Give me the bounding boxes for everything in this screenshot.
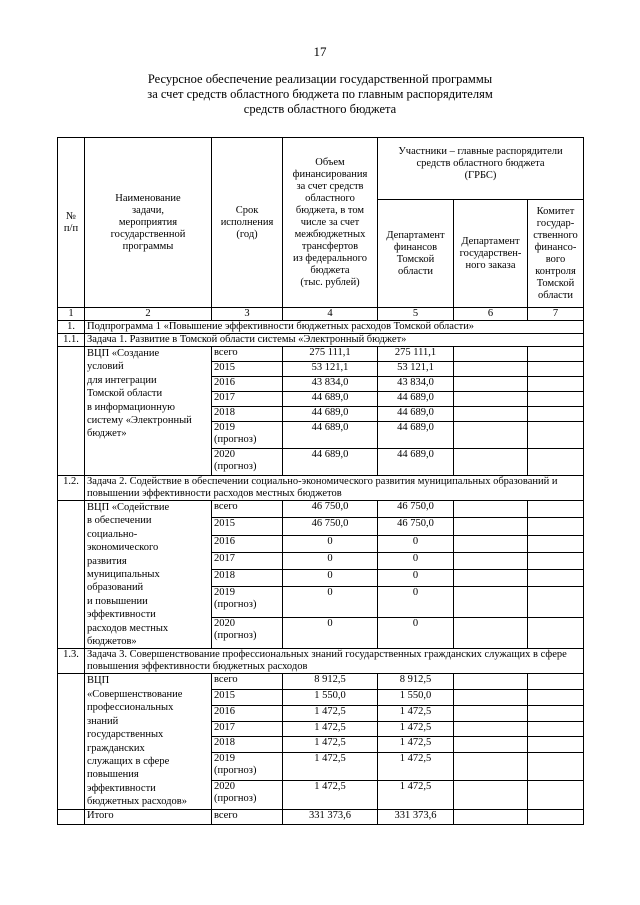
column-number: 1: [58, 308, 85, 321]
order-cell: [454, 501, 528, 518]
column-number: 5: [378, 308, 454, 321]
committee-cell: [528, 449, 584, 476]
term-cell: всего: [212, 347, 283, 362]
header-num: [58, 138, 85, 308]
order-cell: [454, 705, 528, 721]
committee-cell: [528, 690, 584, 706]
committee-cell: [528, 781, 584, 809]
volume-cell: 8 912,5: [283, 674, 378, 690]
total-row: [58, 809, 584, 824]
volume-cell: 1 472,5: [283, 721, 378, 737]
volume-cell: 1 472,5: [283, 737, 378, 753]
page-number: 17: [313, 44, 327, 59]
finance-cell: 0: [378, 587, 454, 618]
finance-cell: 44 689,0: [378, 449, 454, 476]
committee-cell: [528, 377, 584, 392]
committee-cell: [528, 501, 584, 518]
order-cell: [454, 422, 528, 449]
task-num: 1.1.: [58, 334, 85, 347]
committee-cell: [528, 674, 584, 690]
term-cell: 2020 (прогноз): [212, 618, 283, 649]
term-cell: 2020 (прогноз): [212, 449, 283, 476]
column-number: 3: [212, 308, 283, 321]
header-dept-finance-text: Департамент финансов Томской области: [386, 229, 445, 277]
order-cell: [454, 721, 528, 737]
total-volume: 331 373,6: [283, 809, 378, 824]
term-cell: 2019 (прогноз): [212, 587, 283, 618]
order-cell: [454, 587, 528, 618]
committee-cell: [528, 587, 584, 618]
volume-cell: 0: [283, 570, 378, 587]
order-cell: [454, 690, 528, 706]
header-dept-order: [454, 200, 528, 308]
task-text: Задача 3. Совершенствование профессиональных знаний государственных гражданских служащих в сфере повышения эффективности бюджетных расходов: [85, 649, 584, 674]
committee-cell: [528, 618, 584, 649]
table-row: [58, 501, 584, 518]
document-title: [120, 72, 520, 117]
resource-table: [57, 137, 584, 825]
order-cell: [454, 518, 528, 535]
program-name: ВЦП «Содействие в обеспечении социально- экономического развития муниципальных образований и повышении эффективности расходов местных бюджетов»: [85, 501, 212, 649]
committee-cell: [528, 422, 584, 449]
term-cell: 2017: [212, 552, 283, 569]
header-dept-finance: [378, 200, 454, 308]
finance-cell: 0: [378, 618, 454, 649]
finance-cell: 1 472,5: [378, 781, 454, 809]
order-cell: [454, 449, 528, 476]
term-cell: 2017: [212, 392, 283, 407]
header-participants: [378, 138, 584, 200]
order-cell: [454, 737, 528, 753]
order-cell: [454, 781, 528, 809]
finance-cell: 44 689,0: [378, 422, 454, 449]
column-number: 2: [85, 308, 212, 321]
order-cell: [454, 362, 528, 377]
column-number: 4: [283, 308, 378, 321]
task-num: 1.2.: [58, 476, 85, 501]
term-cell: 2016: [212, 535, 283, 552]
total-term: всего: [212, 809, 283, 824]
term-cell: 2016: [212, 705, 283, 721]
empty-num-cell: [58, 674, 85, 809]
total-finance: 331 373,6: [378, 809, 454, 824]
committee-cell: [528, 407, 584, 422]
task-row: [58, 476, 584, 501]
committee-cell: [528, 347, 584, 362]
task-text: Задача 2. Содействие в обеспечении социально-экономического развития муниципальных образований и повышении эффективности расходов местных бюджетов: [85, 476, 584, 501]
term-cell: 2017: [212, 721, 283, 737]
volume-cell: 46 750,0: [283, 501, 378, 518]
header-volume-text: Объем финансирования за счет средств областного бюджета, в том числе за счет межбюджетных трансфертов из федерального бюджета (тыс. рублей): [292, 156, 368, 288]
title-line: средств областного бюджета: [243, 102, 397, 116]
order-cell: [454, 407, 528, 422]
committee-cell: [528, 535, 584, 552]
volume-cell: 1 472,5: [283, 705, 378, 721]
table-row: [58, 674, 584, 690]
finance-cell: 0: [378, 535, 454, 552]
header-name-text: Наименование задачи, мероприятия государственной программы: [110, 192, 186, 252]
volume-cell: 44 689,0: [283, 449, 378, 476]
finance-cell: 44 689,0: [378, 407, 454, 422]
task-num: 1.3.: [58, 649, 85, 674]
empty-num-cell: [58, 809, 85, 824]
order-cell: [454, 377, 528, 392]
header-num-text: № п/п: [63, 210, 79, 234]
header-participants-text: Участники – главные распорядители средств областного бюджета (ГРБС): [398, 146, 563, 181]
volume-cell: 44 689,0: [283, 422, 378, 449]
finance-cell: 43 834,0: [378, 377, 454, 392]
program-name: ВЦП «Создание условий для интеграции Томской области в информационную систему «Электронный бюджет»: [85, 347, 212, 476]
order-cell: [454, 535, 528, 552]
term-cell: 2016: [212, 377, 283, 392]
header-committee-text: Комитет государ- ственного финансо- вого контроля Томской области: [533, 205, 578, 301]
column-number: 7: [528, 308, 584, 321]
term-cell: 2020 (прогноз): [212, 781, 283, 809]
committee-cell: [528, 362, 584, 377]
finance-cell: 0: [378, 552, 454, 569]
term-cell: 2015: [212, 518, 283, 535]
committee-cell: [528, 518, 584, 535]
task-row: [58, 649, 584, 674]
column-number: 6: [454, 308, 528, 321]
term-cell: 2015: [212, 362, 283, 377]
volume-cell: 0: [283, 587, 378, 618]
empty-num-cell: [58, 501, 85, 649]
committee-cell: [528, 570, 584, 587]
order-cell: [454, 674, 528, 690]
subprogram-num: 1.: [58, 321, 85, 334]
header-dept-order-text: Департамент государствен- ного заказа: [459, 235, 522, 271]
title-line: Ресурсное обеспечение реализации государственной программы: [147, 72, 493, 86]
term-cell: 2015: [212, 690, 283, 706]
finance-cell: 1 472,5: [378, 705, 454, 721]
task-text: Задача 1. Развитие в Томской области системы «Электронный бюджет»: [85, 334, 584, 347]
volume-cell: 43 834,0: [283, 377, 378, 392]
table-row: [58, 347, 584, 362]
committee-cell: [528, 809, 584, 824]
finance-cell: 1 472,5: [378, 721, 454, 737]
finance-cell: 1 472,5: [378, 737, 454, 753]
title-line: за счет средств областного бюджета по главным распорядителям: [147, 87, 493, 101]
header-volume: [283, 138, 378, 308]
term-cell: всего: [212, 674, 283, 690]
committee-cell: [528, 552, 584, 569]
finance-cell: 1 472,5: [378, 752, 454, 780]
order-cell: [454, 347, 528, 362]
committee-cell: [528, 737, 584, 753]
subprogram-text: Подпрограмма 1 «Повышение эффективности бюджетных расходов Томской области»: [85, 321, 584, 334]
order-cell: [454, 618, 528, 649]
volume-cell: 46 750,0: [283, 518, 378, 535]
finance-cell: 46 750,0: [378, 501, 454, 518]
finance-cell: 46 750,0: [378, 518, 454, 535]
empty-num-cell: [58, 347, 85, 476]
header-committee: [528, 200, 584, 308]
order-cell: [454, 392, 528, 407]
committee-cell: [528, 392, 584, 407]
volume-cell: 1 472,5: [283, 752, 378, 780]
committee-cell: [528, 705, 584, 721]
column-number-row: [58, 308, 584, 321]
finance-cell: 53 121,1: [378, 362, 454, 377]
order-cell: [454, 570, 528, 587]
finance-cell: 0: [378, 570, 454, 587]
task-row: [58, 334, 584, 347]
committee-cell: [528, 752, 584, 780]
volume-cell: 1 550,0: [283, 690, 378, 706]
finance-cell: 275 111,1: [378, 347, 454, 362]
volume-cell: 0: [283, 618, 378, 649]
order-cell: [454, 752, 528, 780]
term-cell: 2018: [212, 570, 283, 587]
volume-cell: 1 472,5: [283, 781, 378, 809]
volume-cell: 44 689,0: [283, 407, 378, 422]
term-cell: 2018: [212, 407, 283, 422]
total-label: Итого: [85, 809, 212, 824]
volume-cell: 44 689,0: [283, 392, 378, 407]
volume-cell: 0: [283, 552, 378, 569]
header-term: [212, 138, 283, 308]
term-cell: 2018: [212, 737, 283, 753]
subprogram-row: [58, 321, 584, 334]
volume-cell: 0: [283, 535, 378, 552]
term-cell: 2019 (прогноз): [212, 422, 283, 449]
term-cell: всего: [212, 501, 283, 518]
header-term-text: Срок исполнения (год): [220, 204, 274, 240]
volume-cell: 275 111,1: [283, 347, 378, 362]
finance-cell: 44 689,0: [378, 392, 454, 407]
order-cell: [454, 552, 528, 569]
term-cell: 2019 (прогноз): [212, 752, 283, 780]
header-name: [85, 138, 212, 308]
order-cell: [454, 809, 528, 824]
committee-cell: [528, 721, 584, 737]
finance-cell: 8 912,5: [378, 674, 454, 690]
program-name: ВЦП «Совершенствование профессиональных знаний государственных гражданских служащих в сфере повышения эффективности бюджетных расходов»: [85, 674, 212, 809]
volume-cell: 53 121,1: [283, 362, 378, 377]
finance-cell: 1 550,0: [378, 690, 454, 706]
